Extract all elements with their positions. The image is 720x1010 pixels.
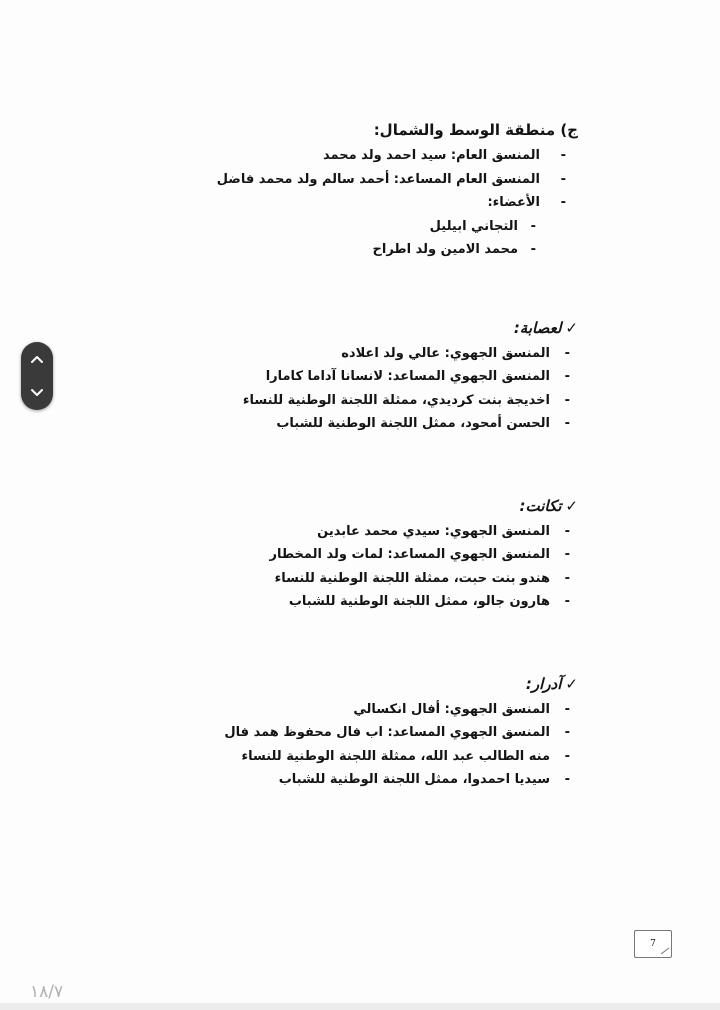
list-item: - اخديجة بنت كرديدي، ممثلة اللجنة الوطنية للنساء: [98, 389, 578, 413]
list-item: - التجاني ابيليل: [98, 215, 578, 239]
section-title: [98, 316, 578, 340]
list-item: - المنسق الجهوي المساعد: لمات ولد المخطار: [98, 543, 578, 567]
checkmark-icon: ✓: [565, 318, 578, 337]
list-item: - منه الطالب عبد الله، ممثلة اللجنة الوطنية للنساء: [98, 745, 578, 769]
list-item: - المنسق الجهوي المساعد: لانسانا آداما كامارا: [98, 365, 578, 389]
section-assaba: [98, 316, 578, 436]
chevron-up-icon: [30, 354, 44, 364]
page-curl-icon: [660, 947, 670, 955]
page-number-box: [634, 930, 672, 958]
section-title-text: تكانت:: [519, 496, 562, 515]
section-title-text: آدرار:: [525, 674, 562, 693]
section-list: [98, 144, 578, 215]
next-page-button[interactable]: [25, 381, 49, 405]
document-body: [98, 110, 578, 802]
chevron-down-icon: [30, 388, 44, 398]
list-item: - محمد الامين ولد اطراح: [98, 238, 578, 262]
bottom-strip: [0, 1003, 720, 1010]
list-item: - المنسق الجهوي: سيدي محمد عابدين: [98, 520, 578, 544]
members-list: [98, 215, 578, 262]
list-item: - الأعضاء:: [98, 191, 578, 215]
list-item: - المنسق الجهوي: أفال انكسالي: [98, 698, 578, 722]
checkmark-icon: ✓: [565, 674, 578, 693]
section-tagant: [98, 494, 578, 614]
list-item: - المنسق العام المساعد: أحمد سالم ولد محمد فاضل: [98, 168, 578, 192]
section-title: ج) منطقة الوسط والشمال:: [373, 121, 578, 139]
checkmark-icon: ✓: [565, 496, 578, 515]
section-title-text: لعصابة:: [513, 318, 562, 337]
section-adrar: [98, 672, 578, 792]
list-item: - سيديا احمدوا، ممثل اللجنة الوطنية للشباب: [98, 768, 578, 792]
list-item: - المنسق الجهوي: عالي ولد اعلاده: [98, 342, 578, 366]
list-item: - المنسق العام: سيد احمد ولد محمد: [98, 144, 578, 168]
section-list: [98, 342, 578, 436]
list-item: - هارون جالو، ممثل اللجنة الوطنية للشباب: [98, 590, 578, 614]
section-center-north: [98, 118, 578, 262]
page-number: 7: [650, 939, 656, 949]
list-item: - المنسق الجهوي المساعد: اب فال محفوظ همد فال: [98, 721, 578, 745]
section-title: [98, 672, 578, 696]
list-item: - هندو بنت حبت، ممثلة اللجنة الوطنية للنساء: [98, 567, 578, 591]
page-navigation: [21, 342, 53, 410]
section-list: [98, 520, 578, 614]
section-list: [98, 698, 578, 792]
section-title: [98, 494, 578, 518]
list-item: - الحسن أمحود، ممثل اللجنة الوطنية للشباب: [98, 412, 578, 436]
page-counter: ١٨/٧: [30, 982, 64, 1002]
previous-page-button[interactable]: [25, 347, 49, 371]
